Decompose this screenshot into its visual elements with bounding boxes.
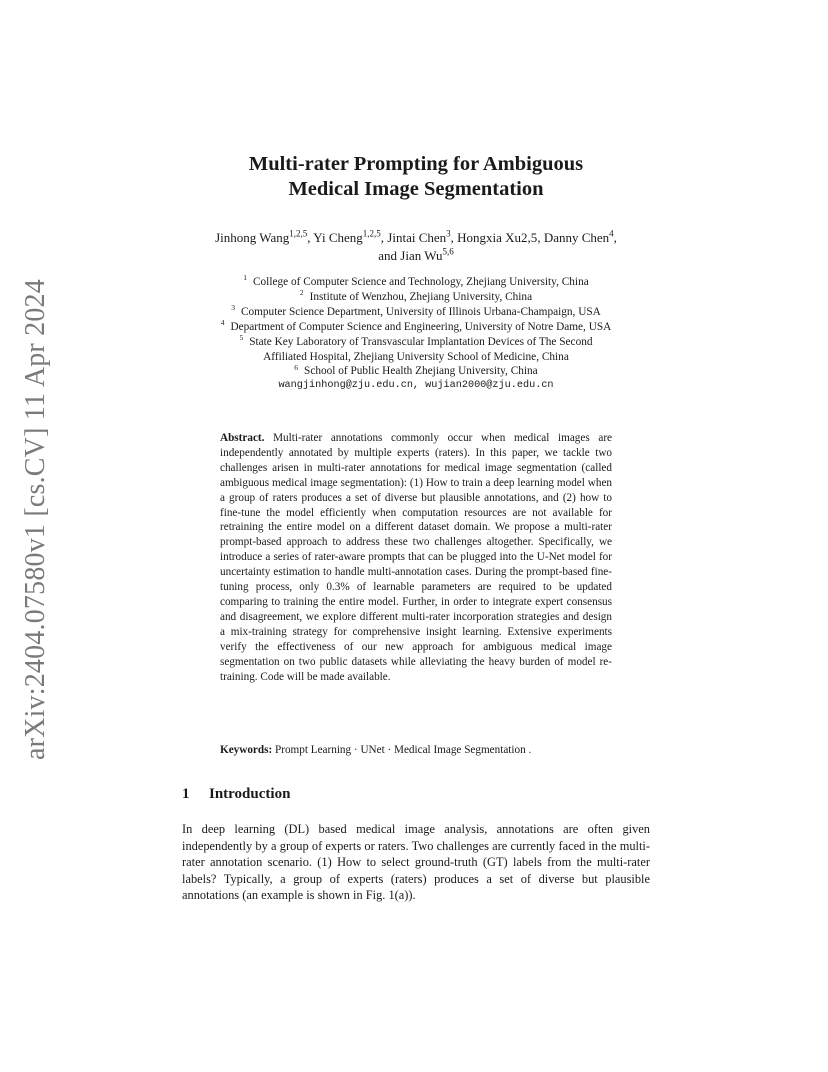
affiliation: $^2$ Institute of Wenzhou, Zhejiang University, China xyxy=(299,288,533,303)
author: and Jian Wu$^{5,6}$ xyxy=(378,246,454,263)
title-line-1: Multi-rater Prompting for Ambiguous xyxy=(248,153,584,175)
paper-title xyxy=(182,152,650,202)
abstract-text: Multi-rater annotations commonly occur when medical images are independently annotated by multiple experts (raters). In this paper, we tackle two challenges arisen in multi-rater annotations for medical image segmentation (called ambiguous medical image segmentation): (1) How to train a deep learning model when a group of raters produces a set of diverse but plausible annotations, and (2) how to fine-tune the model efficiently when computation resources are not available for retraining the entire model on a different dataset domain. We propose a multi-rater prompt-based approach to address these two challenges altogether. Specifically, we introduce a series of rater-aware prompts that can be plugged into the U-Net model for uncertainty estimation to handle multi-annotation cases. During the prompt-based fine-tuning process, only 0.3% of learnable parameters are required to be updated comparing to training the entire model. Further, in order to integrate expert consensus and disagreement, we explore different multi-rater incorporation strategies and design a mix-training strategy for comprehensive insight learning. Extensive experiments verify the effectiveness of our new approach for ambiguous medical image segmentation on two public datasets while alleviating the heavy burden of model re-training. Code will be made available. xyxy=(220,432,613,683)
keywords xyxy=(220,743,612,758)
author-emails[interactable]: wangjinhong@zju.edu.cn, wujian2000@zju.edu.cn xyxy=(278,380,554,392)
author-list xyxy=(182,229,650,265)
introduction-paragraph: In deep learning (DL) based medical image analysis, annotations are often given independently by a group of experts or raters. Two challenges are currently faced in the multi-rater annotation scenario. (1) How to select ground-truth (GT) labels from the multi-rater labels? Typically, a group of experts (raters) produces a set of diverse but plausible annotations (an example is shown in Fig. 1(a)). xyxy=(182,822,650,903)
affiliation: Affiliated Hospital, Zhejiang University School of Medicine, China xyxy=(263,350,569,363)
author: Jinhong Wang$^{1,2,5}$, xyxy=(215,228,314,245)
keywords-text: Prompt Learning · UNet · Medical Image Segmentation . xyxy=(275,744,532,756)
abstract xyxy=(220,431,612,684)
section-heading-introduction xyxy=(182,786,290,803)
arxiv-identifier: arXiv:2404.07580v1 [cs.CV] 11 Apr 2024 xyxy=(20,279,51,760)
author: Yi Cheng$^{1,2,5}$, xyxy=(313,228,388,245)
affiliation-list xyxy=(182,275,650,394)
affiliation: $^1$ College of Computer Science and Technology, Zhejiang University, China xyxy=(243,273,589,288)
author: Hongxia Xu2,5, xyxy=(457,230,544,245)
affiliation: $^6$ School of Public Health Zhejiang University, China xyxy=(294,362,538,378)
author: Jintai Chen$^3$, xyxy=(387,228,458,245)
section-number: 1 xyxy=(182,786,190,802)
title-line-2: Medical Image Segmentation xyxy=(288,178,544,200)
affiliation: $^5$ State Key Laboratory of Transvascular Implantation Devices of The Second xyxy=(239,332,593,348)
section-title: Introduction xyxy=(209,786,291,802)
author: Danny Chen$^4$, xyxy=(543,228,617,245)
affiliation: $^4$ Department of Computer Science and Engineering, University of Notre Dame, USA xyxy=(220,317,612,333)
affiliation: $^3$ Computer Science Department, University of Illinois Urbana-Champaign, USA xyxy=(231,303,601,318)
abstract-label: Abstract. xyxy=(220,432,265,444)
keywords-label: Keywords: xyxy=(220,744,273,756)
